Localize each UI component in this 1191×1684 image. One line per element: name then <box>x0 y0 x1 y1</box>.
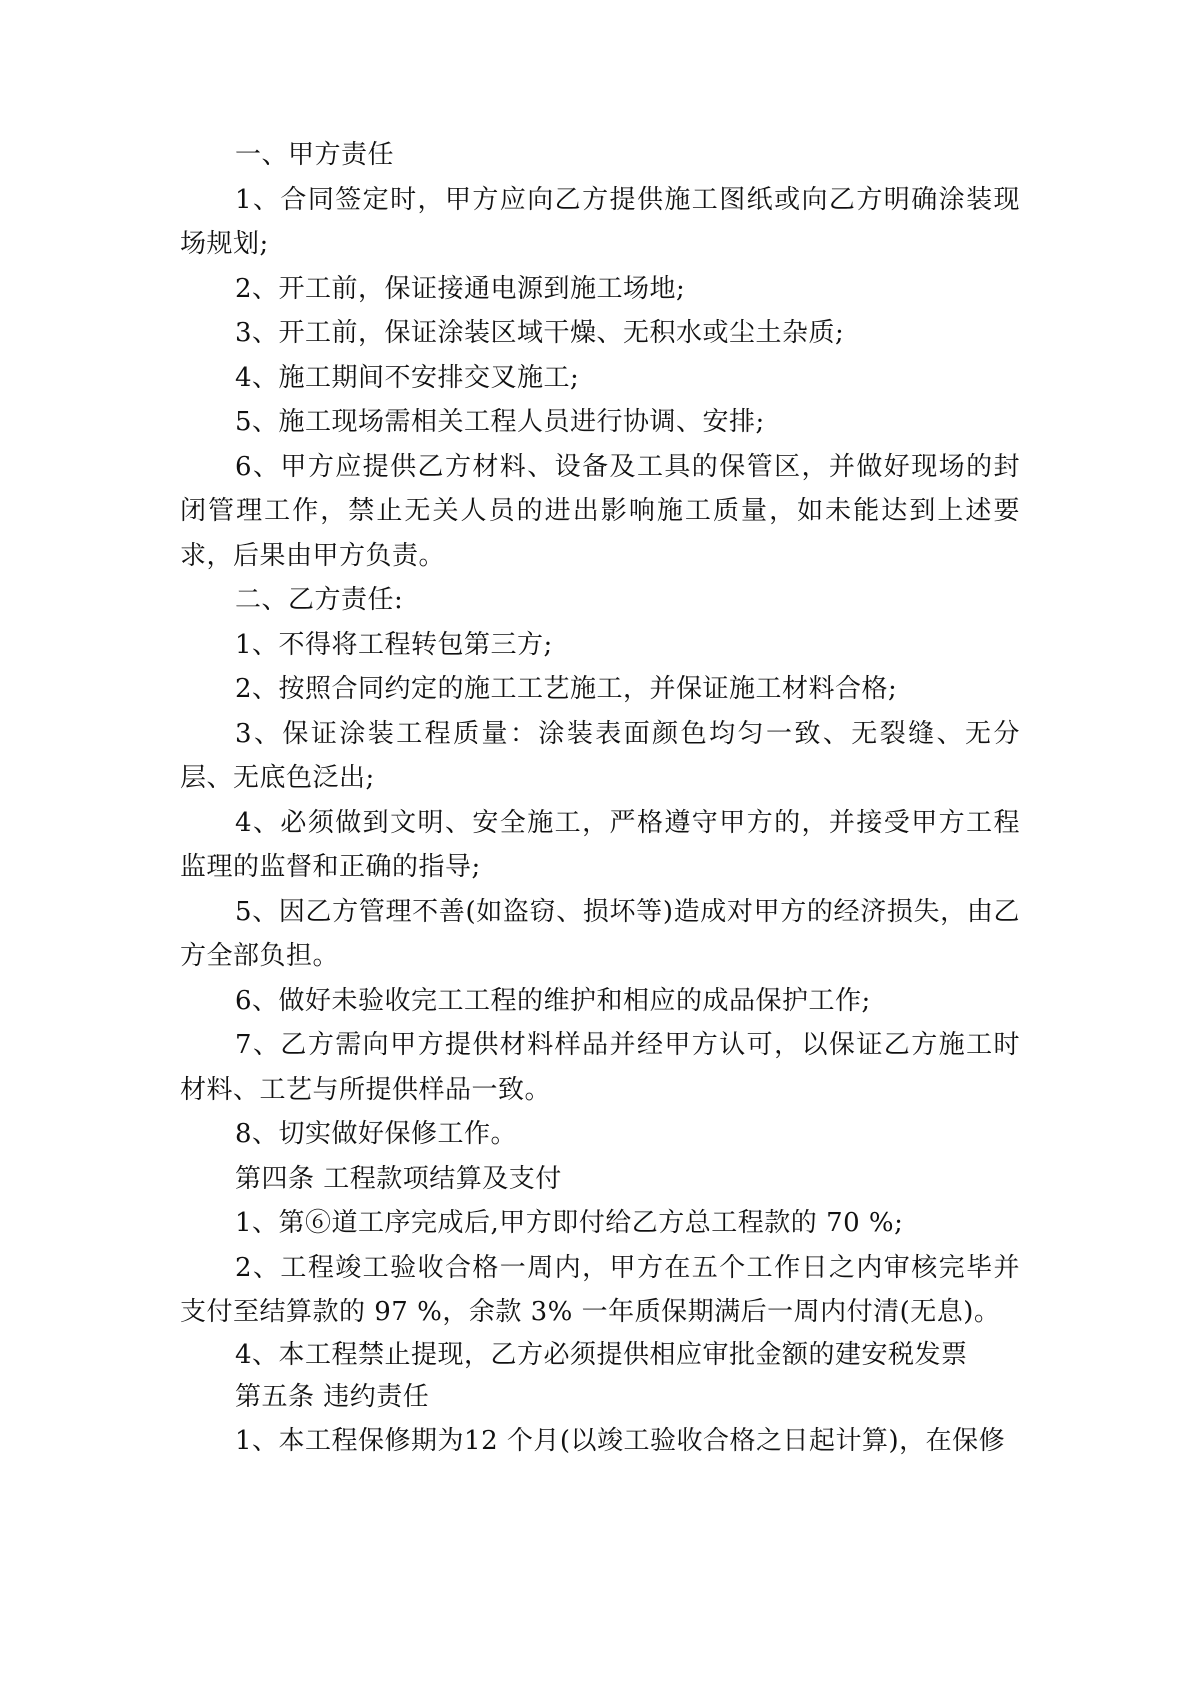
party-b-item-7: 7、乙方需向甲方提供材料样品并经甲方认可，以保证乙方施工时材料、工艺与所提供样品一致。 <box>180 1030 1020 1105</box>
party-a-item-5: 5、施工现场需相关工程人员进行协调、安排; <box>235 407 765 437</box>
party-b-item-4: 4、必须做到文明、安全施工，严格遵守甲方的，并接受甲方工程监理的监督和正确的指导; <box>180 807 1020 882</box>
article-4-item-2: 2、工程竣工验收合格一周内，甲方在五个工作日之内审核完毕并支付至结算款的 97 %，余款 3% 一年质保期满后一周内付清(无息)。 <box>180 1252 1020 1327</box>
party-b-item-5: 5、因乙方管理不善(如盗窃、损坏等)造成对甲方的经济损失，由乙方全部负担。 <box>180 896 1020 971</box>
document-page <box>180 133 1020 1464</box>
party-a-item-2: 2、开工前，保证接通电源到施工场地; <box>235 273 686 304</box>
heading-article-5: 第五条 违约责任 <box>235 1381 430 1412</box>
party-b-item-8: 8、切实做好保修工作。 <box>235 1119 518 1149</box>
party-a-item-3: 3、开工前，保证涂装区域干燥、无积水或尘土杂质; <box>235 318 845 348</box>
article-4-item-4: 4、本工程禁止提现，乙方必须提供相应审批金额的建安税发票 <box>235 1339 968 1370</box>
party-b-item-1: 1、不得将工程转包第三方; <box>235 629 553 660</box>
party-a-item-6: 6、甲方应提供乙方材料、设备及工具的保管区，并做好现场的封闭管理工作，禁止无关人员的进出影响施工质量，如未能达到上述要求，后果由甲方负责。 <box>180 451 1020 571</box>
article-4-item-1: 1、第⑥道工序完成后,甲方即付给乙方总工程款的 70 %; <box>235 1208 904 1238</box>
heading-party-a-duties: 一、甲方责任 <box>235 140 395 170</box>
article-5-item-1: 1、本工程保修期为12 个月(以竣工验收合格之日起计算)，在保修 <box>235 1426 1006 1456</box>
party-b-item-6: 6、做好未验收完工工程的维护和相应的成品保护工作; <box>235 985 871 1016</box>
party-b-item-3: 3、保证涂装工程质量：涂装表面颜色均匀一致、无裂缝、无分层、无底色泛出; <box>180 718 1020 793</box>
party-b-item-2: 2、按照合同约定的施工工艺施工，并保证施工材料合格; <box>235 674 898 704</box>
party-a-item-1: 1、合同签定时，甲方应向乙方提供施工图纸或向乙方明确涂装现场规划; <box>180 184 1020 259</box>
heading-party-b-duties: 二、乙方责任: <box>235 585 404 615</box>
party-a-item-4: 4、施工期间不安排交叉施工; <box>235 362 580 393</box>
heading-article-4: 第四条 工程款项结算及支付 <box>235 1163 562 1194</box>
